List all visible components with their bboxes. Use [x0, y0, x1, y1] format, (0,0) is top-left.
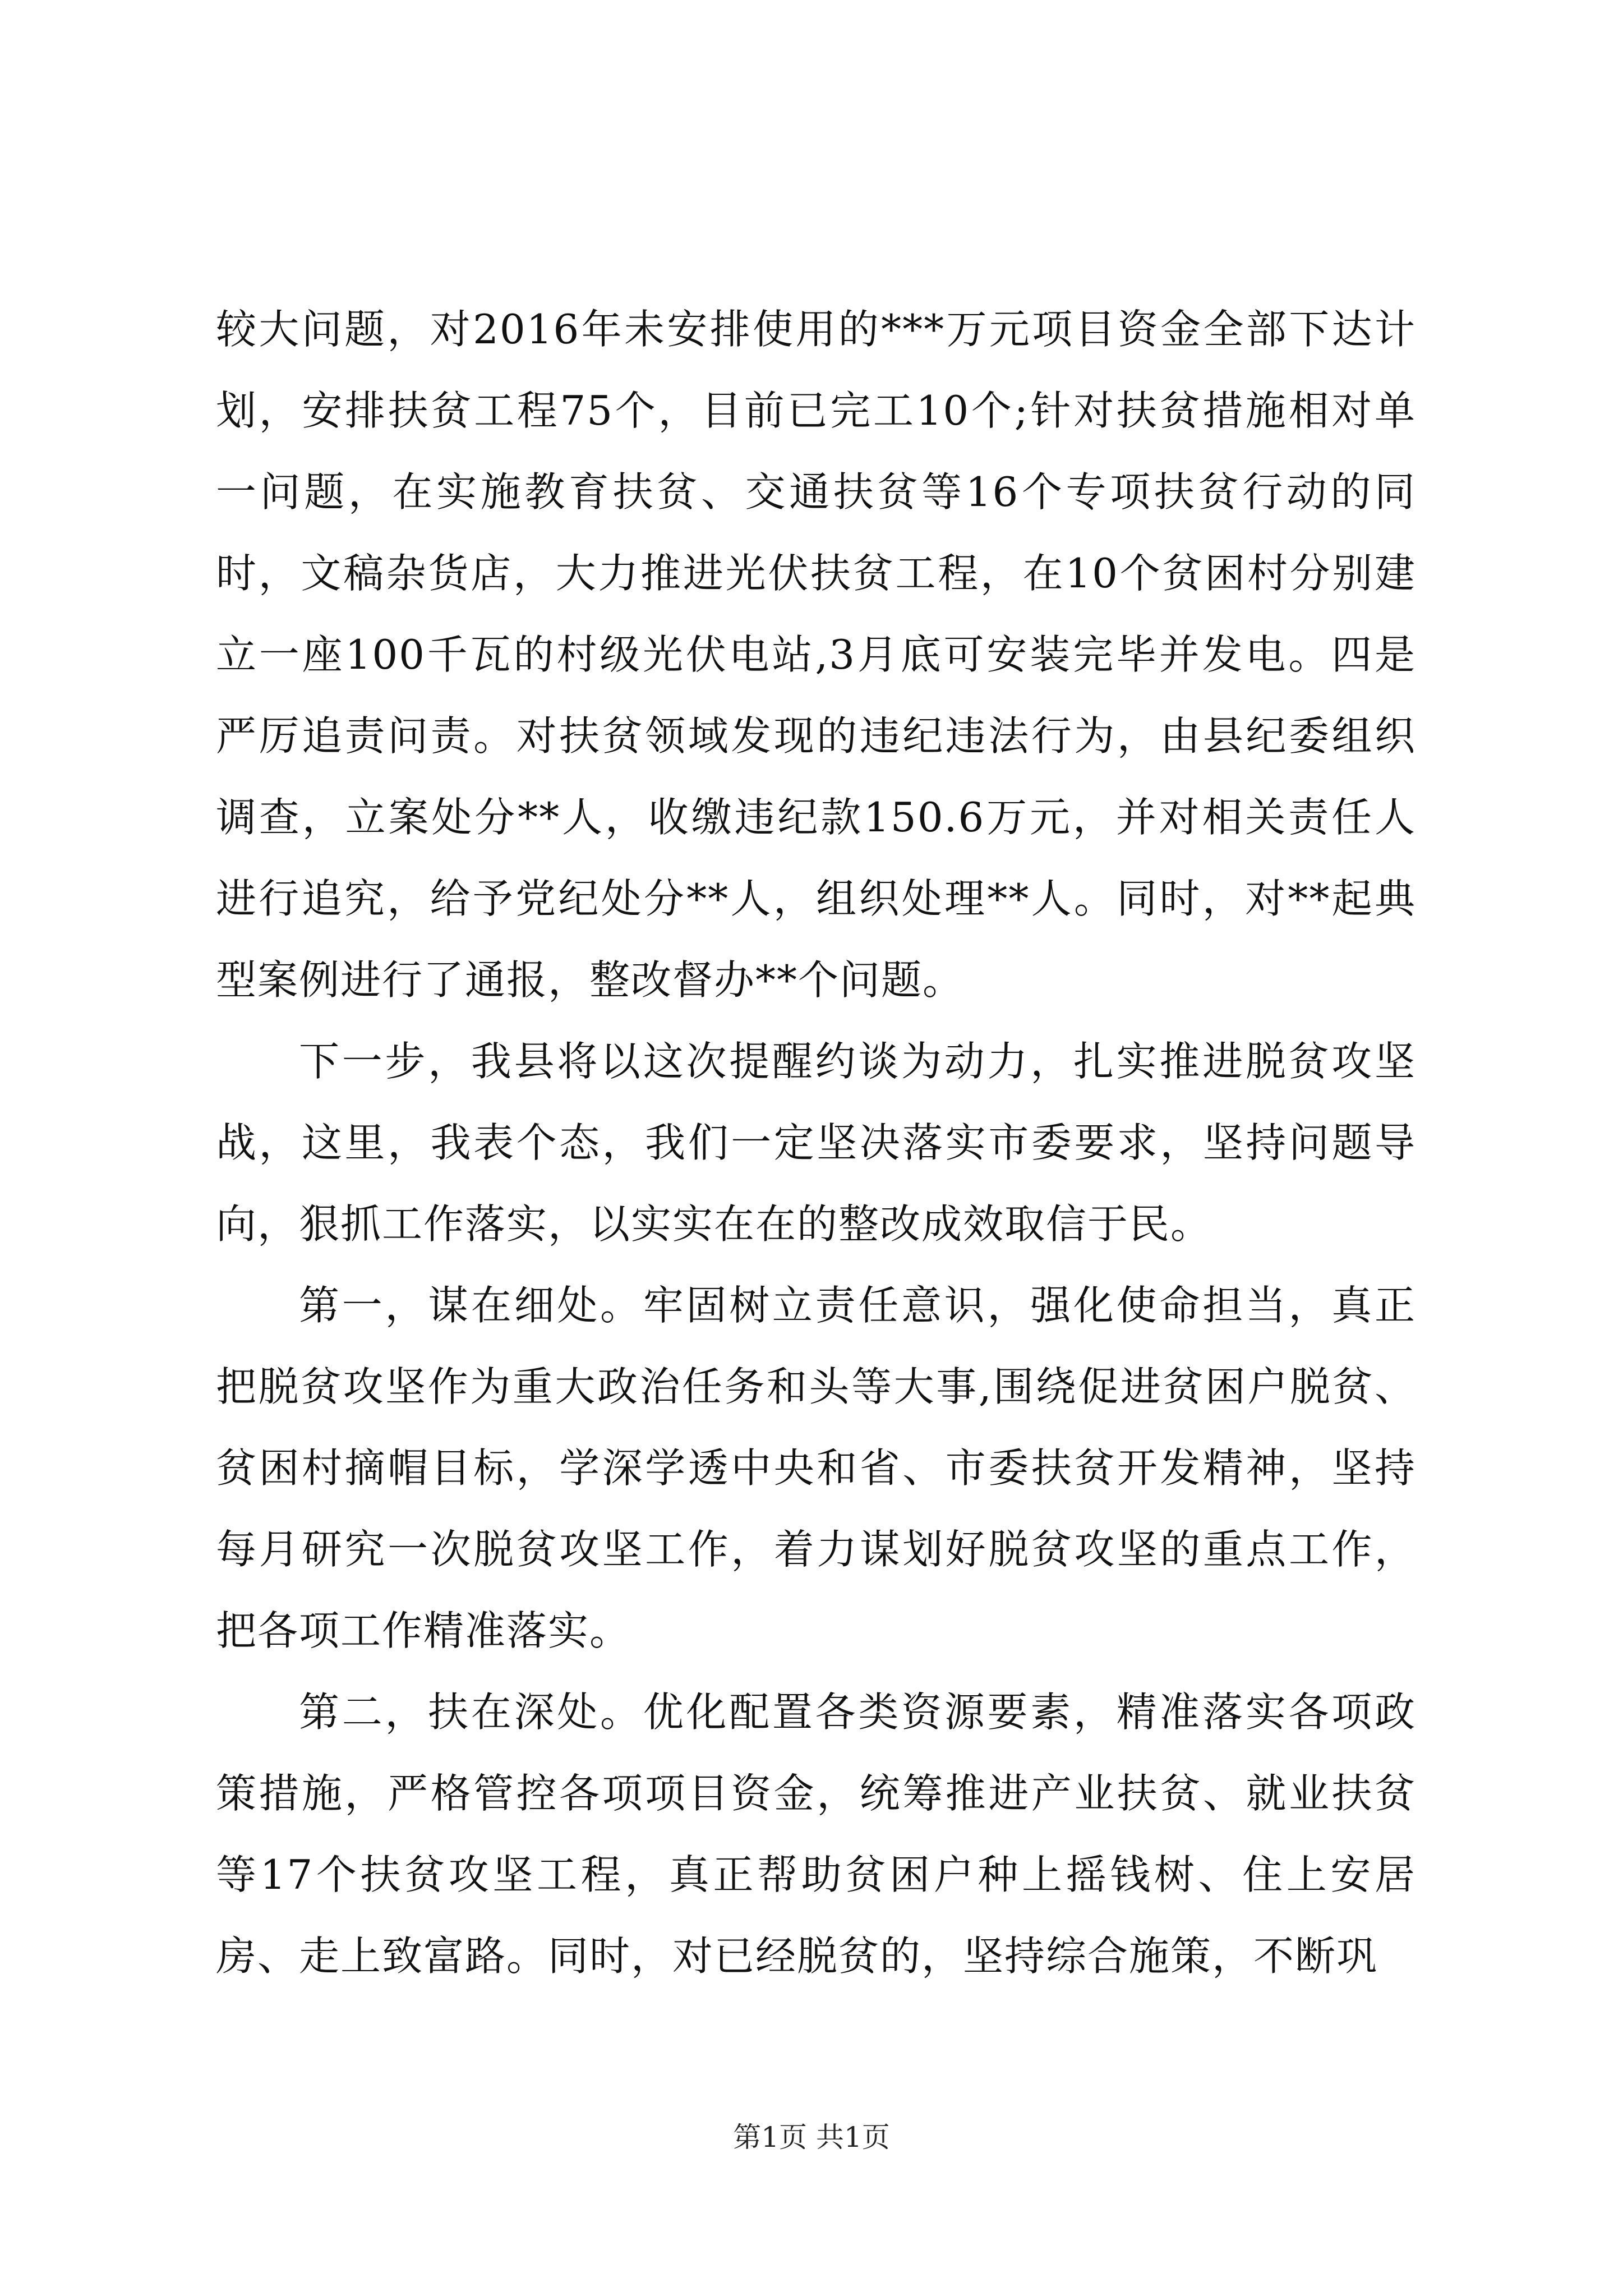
paragraph-2: 下一步，我县将以这次提醒约谈为动力，扎实推进脱贫攻坚战，这里，我表个态，我们一定坚决落实市委要求，坚持问题导向，狠抓工作落实，以实实在在的整改成效取信于民。: [216, 1038, 1416, 1248]
paragraph-4: 第二，扶在深处。优化配置各类资源要素，精准落实各项政策措施，严格管控各项项目资金，统筹推进产业扶贫、就业扶贫等17个扶贫攻坚工程，真正帮助贫困户种上摇钱树、住上安居房、走上致富路。同时，对已经脱贫的，坚持综合施策，不断巩: [216, 1688, 1416, 1980]
document-body: [216, 289, 1416, 1997]
page-number-footer: 第1页 共1页: [733, 2121, 890, 2154]
paragraph-1: 较大问题，对2016年未安排使用的***万元项目资金全部下达计划，安排扶贫工程75个，目前已完工10个;针对扶贫措施相对单一问题，在实施教育扶贫、交通扶贫等16个专项扶贫行动的同时，文稿杂货店，大力推进光伏扶贫工程，在10个贫困村分别建立一座100千瓦的村级光伏电站,3月底可安装完毕并发电。四是严厉追责问责。对扶贫领域发现的违纪违法行为，由县纪委组织调查，立案处分**人，收缴违纪款150.6万元，并对相关责任人进行追究，给予党纪处分**人，组织处理**人。同时，对**起典型案例进行了通报，整改督办**个问题。: [216, 306, 1416, 1004]
paragraph-3: 第一，谋在细处。牢固树立责任意识，强化使命担当，真正把脱贫攻坚作为重大政治任务和头等大事,围绕促进贫困户脱贫、贫困村摘帽目标，学深学透中央和省、市委扶贫开发精神，坚持每月研究一次脱贫攻坚工作，着力谋划好脱贫攻坚的重点工作，把各项工作精准落实。: [216, 1282, 1416, 1654]
